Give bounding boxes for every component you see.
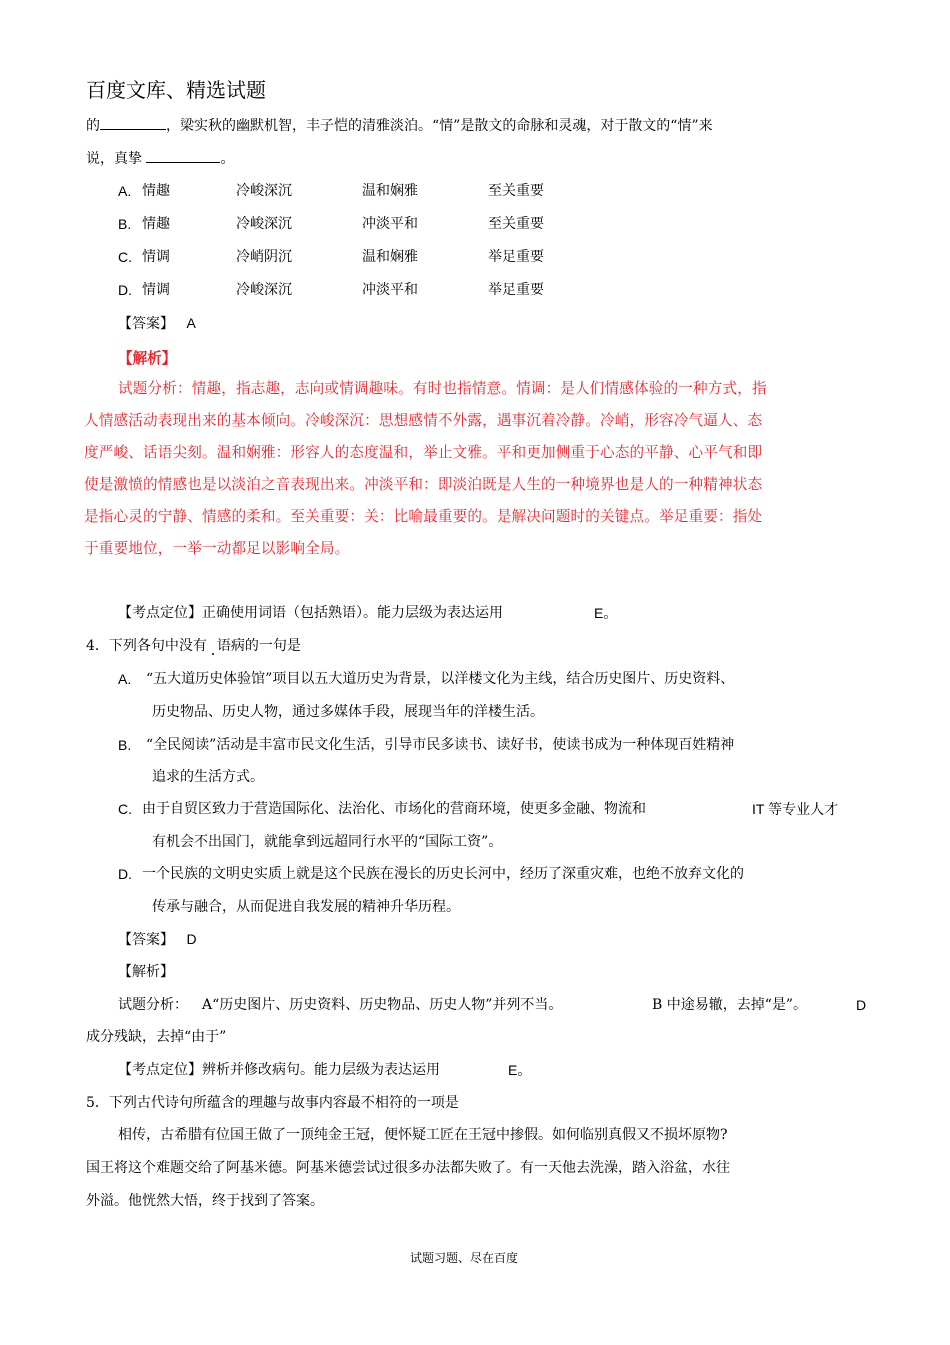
q3-option-b-c2: 冷峻深沉 <box>236 216 292 232</box>
q5-passage-line2: 国王将这个难题交给了阿基米德。阿基米德尝试过很多办法都失败了。有一天他去洗澡，踏入浴盆，水往 <box>86 1160 730 1176</box>
q3-option-c-c3: 温和娴雅 <box>362 249 418 265</box>
q4-analysis-part-d: D <box>856 997 867 1013</box>
q3-analysis-line-4: 使是激愤的情感也是以淡泊之音表现出来。冲淡平和：即淡泊既是人生的一种境界也是人的一种精神状态 <box>84 476 763 493</box>
q3-option-d-c4: 举足重要 <box>488 282 544 298</box>
q3-option-a-c1: 情趣 <box>142 183 170 199</box>
q3-option-b-letter: B. <box>118 216 132 232</box>
q3-stem-line1 <box>86 115 713 136</box>
q4-option-c-line1: 由于自贸区致力于营造国际化、法治化、市场化的营商环境，使更多金融、物流和 <box>142 801 646 817</box>
q4-analysis-start: 试题分析： <box>118 997 188 1013</box>
q3-option-c-c1: 情调 <box>142 249 170 265</box>
q4-option-d-line1: 一个民族的文明史实质上就是这个民族在漫长的历史长河中，经历了深重灾难，也绝不放弃文化的 <box>142 866 744 882</box>
q3-option-b-c3: 冲淡平和 <box>362 216 418 232</box>
q3-analysis-line-1: 试题分析：情趣，指志趣，志向或情调趣味。有时也指情意。情调：是人们情感体验的一种方式，指 <box>118 380 767 397</box>
q4-analysis-part-a: A“历史图片、历史资料、历史物品、历史人物”并列不当。 <box>202 997 563 1013</box>
q3-analysis-line-3: 度严峻、话语尖刻。温和娴雅：形容人的态度温和，举止文雅。平和更加侧重于心态的平静、心平气和即 <box>84 444 763 461</box>
q4-option-b-line2: 追求的生活方式。 <box>152 769 264 785</box>
q4-option-b-line1: “全民阅读”活动是丰富市民文化生活，引导市民多读书、读好书，使读书成为一种体现百姓精神 <box>146 737 735 753</box>
q3-stem-line2 <box>86 148 234 169</box>
q3-option-d-c1: 情调 <box>142 282 170 298</box>
q4-option-c-line2: 有机会不出国门，就能拿到远超同行水平的“国际工资”。 <box>152 834 503 850</box>
q4-answer-label: 【答案】 <box>118 932 174 948</box>
q3-option-b-c1: 情趣 <box>142 216 170 232</box>
q3-analysis-line-6: 于重要地位，一举一动都足以影响全局。 <box>84 540 350 557</box>
q3-option-d-letter: D. <box>118 282 132 298</box>
q3-option-c-c4: 举足重要 <box>488 249 544 265</box>
q4-stem-end: 语病的一句是 <box>216 638 301 654</box>
q3-stem-line2-end: 。 <box>220 151 235 167</box>
q3-kaodian-level: E。 <box>594 605 618 621</box>
q3-blank-2 <box>146 148 220 163</box>
q3-option-d-c2: 冷峻深沉 <box>236 282 292 298</box>
q3-option-b-c4: 至关重要 <box>488 216 544 232</box>
page-header-title: 百度文库、精选试题 <box>86 78 266 102</box>
q3-option-d-c3: 冲淡平和 <box>362 282 418 298</box>
q4-analysis-part-b: B 中途易辙，去掉“是”。 <box>652 997 808 1013</box>
q3-answer <box>118 313 196 334</box>
q5-passage-line3: 外溢。他恍然大悟，终于找到了答案。 <box>86 1193 324 1209</box>
q4-option-a-line2: 历史物品、历史人物，通过多媒体手段，展现当年的洋楼生活。 <box>152 704 544 720</box>
q4-analysis-label: 【解析】 <box>118 964 174 980</box>
q4-answer-value: D <box>186 931 197 947</box>
q3-blank-1 <box>100 115 166 130</box>
q3-option-a-letter: A. <box>118 183 132 199</box>
q4-option-c-letter: C. <box>118 801 132 817</box>
q4-kaodian-level: E。 <box>508 1062 532 1078</box>
q3-option-a-c4: 至关重要 <box>488 183 544 199</box>
q3-answer-label: 【答案】 <box>118 316 174 332</box>
q4-answer <box>118 929 197 950</box>
q3-option-a-c2: 冷峻深沉 <box>236 183 292 199</box>
q4-option-b-letter: B. <box>118 737 132 753</box>
q4-stem-start: 4．下列各句中没有 <box>86 638 207 654</box>
q3-stem-line1-start: 的 <box>86 118 100 134</box>
q3-stem-line2-start: 说，真挚 <box>86 151 142 167</box>
q3-answer-value: A <box>186 315 196 331</box>
q3-analysis-line-5: 是指心灵的宁静、情感的柔和。至关重要：关：比喻最重要的。是解决问题时的关键点。举足重要：指处 <box>84 508 763 525</box>
q3-analysis-line-2: 人情感活动表现出来的基本倾向。冷峻深沉：思想感情不外露，遇事沉着冷静。冷峭，形容冷气逼人、态 <box>84 412 763 429</box>
q3-option-a-c3: 温和娴雅 <box>362 183 418 199</box>
q5-passage-line1: 相传，古希腊有位国王做了一顶纯金王冠，便怀疑工匠在王冠中掺假。如何临别真假又不损坏原物? <box>118 1127 728 1143</box>
q4-option-d-line2: 传承与融合，从而促进自我发展的精神升华历程。 <box>152 899 460 915</box>
q4-option-d-letter: D. <box>118 866 132 882</box>
q4-option-a-letter: A. <box>118 671 132 687</box>
q3-option-c-letter: C. <box>118 249 132 265</box>
page-footer: 试题习题、尽在百度 <box>410 1251 519 1265</box>
q5-stem: 5．下列古代诗句所蕴含的理趣与故事内容最不相符的一项是 <box>86 1095 459 1111</box>
q4-kaodian: 【考点定位】辨析并修改病句。能力层级为表达运用 <box>118 1062 440 1078</box>
q4-analysis-line2: 成分残缺，去掉“由于” <box>86 1029 227 1045</box>
q3-kaodian: 【考点定位】正确使用词语（包括熟语）。能力层级为表达运用 <box>118 605 503 621</box>
q3-analysis-label: 【解析】 <box>118 350 177 367</box>
q4-option-c-line1-tail: IT 等专业人才 <box>752 801 839 817</box>
q4-stem <box>86 636 301 656</box>
q3-option-c-c2: 冷峭阴沉 <box>236 249 292 265</box>
q4-option-a-line1: “五大道历史体验馆”项目以五大道历史为背景，以洋楼文化为主线，结合历史图片、历史资料、 <box>146 671 735 687</box>
q3-stem-line1-rest: ，梁实秋的幽默机智，丰子恺的清雅淡泊。“情”是散文的命脉和灵魂，对于散文的“情”来 <box>166 118 713 134</box>
